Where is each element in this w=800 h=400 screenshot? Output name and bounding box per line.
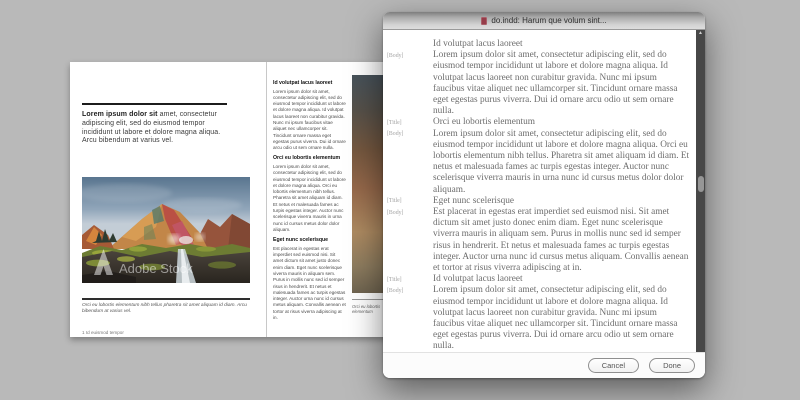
dialog-footer bbox=[383, 352, 705, 378]
paragraph-style-label: [Body] bbox=[387, 131, 404, 138]
article-body: Lorem ipsum dolor sit amet, consectetur adipiscing elit, sed do eiusmod tempor incididunt ut labore et dolore magna aliqua. Id volutpat lacus laoreet non curabitur gravida. Nunc mi ipsum faucibus vitae aliquet nec ullamcorper sit. Tincidunt ornare massa eget egestas purus viverra. Dui id ornare arcu odio ut sem ornare nulla. bbox=[273, 88, 346, 151]
page-footer: 1 Id euismod tempor bbox=[82, 330, 124, 335]
intro-paragraph bbox=[82, 111, 229, 146]
article-heading: Id volutpat lacus laoreet bbox=[273, 80, 333, 86]
paragraph-style-label: [Body] bbox=[387, 52, 404, 59]
story-paragraph bbox=[383, 207, 696, 274]
article-body: Est placerat in egestas erat imperdiet sed euismod nisi. Sit amet dictum sit amet justo donec enim diam. Eget nunc scelerisque viverra mauris in aliquam sem. Purus in mollis nunc sed id semper risus in hendrerit. Et netus et malesuada fames ac turpis egestas integer. Auctor urna nunc id cursus metus aliquam. Convallis aenean et tortor at risus viverra adipiscing at in. bbox=[273, 245, 346, 320]
done-button[interactable]: Done bbox=[649, 358, 695, 373]
landscape-photo bbox=[82, 177, 250, 283]
article bbox=[273, 237, 346, 321]
paragraph-style-label bbox=[383, 39, 433, 42]
paragraph-style-label: [Title] bbox=[387, 198, 402, 205]
story-paragraph bbox=[383, 117, 696, 128]
scrollbar-thumb[interactable] bbox=[698, 176, 704, 192]
document-icon bbox=[481, 17, 487, 25]
paragraph-style-label: [Body] bbox=[387, 287, 404, 294]
paragraph-text: Id volutpat lacus laoreet bbox=[433, 39, 523, 49]
scroll-up-icon[interactable]: ▲ bbox=[698, 30, 703, 36]
paragraph-text: Lorem ipsum dolor sit amet, consectetur adipiscing elit, sed do eiusmod tempor incididunt ut labore et dolore magna aliqua. Orci eu lobortis elementum nibh tellus. Pharetra sit amet aliquam id diam. Et netus et malesuada fames ac turpis egestas integer. Auctor nunc scelerisque viverra mauris in urna nunc id cursus metus dolor dolor aliquam. bbox=[433, 128, 690, 195]
intro-lead: Lorem ipsum dolor sit bbox=[82, 111, 158, 118]
story-paragraph bbox=[383, 129, 696, 196]
photo-caption: Orci eu lobortis elementum nibh tellus pharetra sit amet aliquam id diam. Arcu bibendum at varius vel. bbox=[82, 303, 247, 314]
paragraph-style-label: [Title] bbox=[387, 119, 402, 126]
story-paragraph bbox=[383, 274, 696, 285]
article bbox=[273, 80, 346, 151]
paragraph-text: Lorem ipsum dolor sit amet, consectetur adipiscing elit, sed do eiusmod tempor incididunt ut labore et dolore magna aliqua. Id volutpat lacus laoreet non curabitur gravida. Nunc mi ipsum faucibus vitae aliquet nec ullamcorper sit. Tincidunt ornare massa eget egestas purus viverra. Dui id ornare arcu odio ut sem ornare nulla. bbox=[433, 50, 678, 117]
article-heading: Eget nunc scelerisque bbox=[273, 237, 329, 244]
dialog-scrollbar[interactable] bbox=[696, 30, 705, 364]
watermark-text: Adobe Stock bbox=[119, 261, 193, 276]
paragraph-text: Est placerat in egestas erat imperdiet sed euismod nisi. Sit amet dictum sit amet justo donec enim diam. Eget nunc scelerisque viverra mauris in aliquam sem. Purus in mollis nunc sed id semper risus in hendrerit. Et netus et malesuada fames ac turpis egestas integer. Auctor urna nunc id cursus metus aliquam. Convallis aenean et tortor at risus viverra adipiscing at in. bbox=[433, 207, 689, 274]
paragraph-style-label: [Title] bbox=[387, 276, 402, 283]
page-divider bbox=[266, 62, 267, 337]
intro-rest: amet, consectetur adipiscing elit, sed do eiusmod tempor incididunt ut labore et dolore magna aliqua. Arcu bibendum at varius vel. bbox=[82, 111, 221, 145]
paragraph-text: Eget nunc scelerisque bbox=[433, 195, 515, 206]
story-paragraph bbox=[383, 50, 696, 117]
dialog-titlebar[interactable] bbox=[383, 12, 705, 30]
paragraph-text: Lorem ipsum dolor sit amet, consectetur adipiscing elit, sed do eiusmod tempor incididunt ut labore et dolore magna aliqua. Id volutpat lacus laoreet non curabitur gravida. Nunc mi ipsum faucibus vitae aliquet nec ullamcorper sit. Tincidunt ornare massa eget egestas purus viverra. Dui id ornare arcu odio ut sem ornare nulla. bbox=[433, 285, 678, 352]
story-text-area[interactable] bbox=[383, 30, 696, 364]
right-page-column bbox=[273, 76, 346, 321]
dialog-title: do.indd: Harum que volum sint... bbox=[491, 16, 607, 25]
story-paragraph bbox=[383, 196, 696, 207]
story-paragraph bbox=[383, 285, 696, 352]
article-body: Lorem ipsum dolor sit amet, consectetur adipiscing elit, sed do eiusmod tempor incididunt ut labore et dolore magna aliqua. Orci eu lobortis elementum nibh tellus. Pharetra sit amet aliquam id diam. Et netus et malesuada fames ac turpis egestas integer. Auctor nunc scelerisque viverra mauris in urna nunc id cursus metus dolor dolor aliquam. bbox=[273, 163, 346, 232]
article-heading: Orci eu lobortis elementum bbox=[273, 155, 341, 162]
caption-rule bbox=[82, 298, 250, 300]
review-dialog bbox=[383, 12, 705, 378]
paragraph-text: Orci eu lobortis elementum bbox=[433, 117, 535, 128]
paragraph-text: Id volutpat lacus laoreet bbox=[433, 274, 523, 285]
right-photo-caption: Orci eu lobortis elementum bbox=[352, 304, 381, 315]
paragraph-style-label: [Body] bbox=[387, 209, 404, 216]
document-spread bbox=[70, 62, 392, 337]
story-paragraph bbox=[383, 39, 696, 50]
cancel-button[interactable]: Cancel bbox=[588, 358, 639, 373]
intro-rule bbox=[82, 103, 227, 105]
article bbox=[273, 155, 346, 233]
